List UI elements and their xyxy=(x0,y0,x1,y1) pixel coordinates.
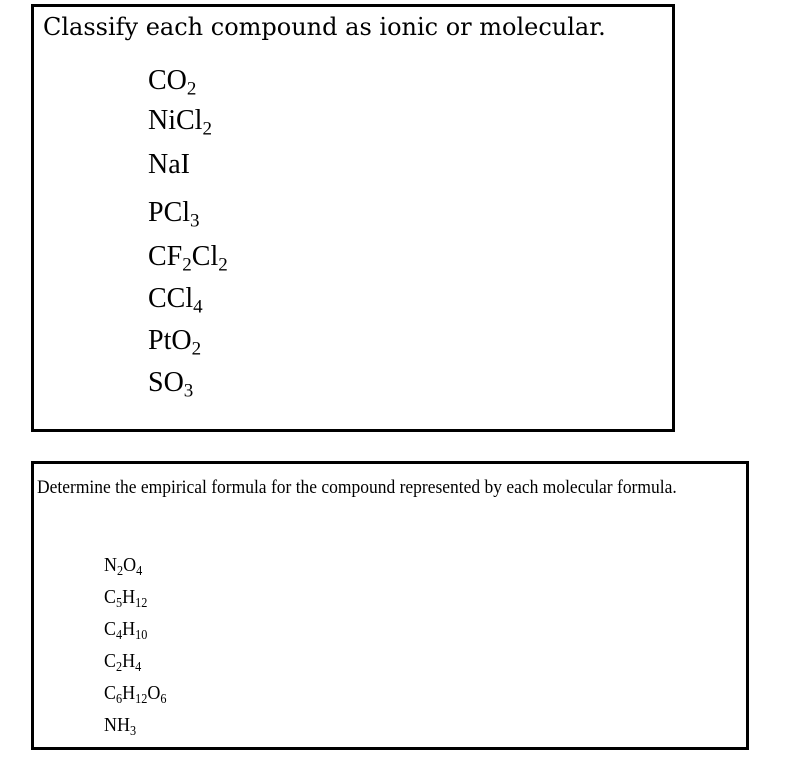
problem-1-prompt: Classify each compound as ionic or molecular. xyxy=(43,13,606,41)
formula-subscript: 3 xyxy=(183,380,194,402)
formula-subscript: 2 xyxy=(182,254,192,276)
formula-element: NH xyxy=(104,714,131,736)
formula-c2h4 xyxy=(104,650,141,673)
formula-subscript: 3 xyxy=(130,723,137,739)
formula-element: H xyxy=(122,650,136,672)
formula-subscript: 10 xyxy=(135,627,148,643)
problem-1-box xyxy=(31,4,675,432)
formula-subscript: 2 xyxy=(191,338,202,360)
formula-element: H xyxy=(122,682,136,704)
formula-element: C xyxy=(104,586,117,608)
formula-c4h10 xyxy=(104,618,147,641)
formula-subscript: 4 xyxy=(136,563,143,579)
formula-element: SO xyxy=(148,367,184,398)
formula-element: C xyxy=(104,618,117,640)
formula-subscript: 4 xyxy=(116,627,123,643)
formula-c5h12 xyxy=(104,586,147,609)
formula-subscript: 12 xyxy=(135,691,148,707)
formula-pcl3 xyxy=(148,197,200,232)
formula-n2o4 xyxy=(104,554,142,577)
formula-c6h12o6 xyxy=(104,682,166,705)
formula-nicl2 xyxy=(148,105,212,140)
formula-so3 xyxy=(148,367,194,402)
problem-2-box xyxy=(31,461,749,750)
formula-element: C xyxy=(104,650,117,672)
formula-co2 xyxy=(148,65,197,100)
formula-subscript: 4 xyxy=(135,659,142,675)
formula-element: Cl xyxy=(191,241,219,272)
formula-subscript: 12 xyxy=(135,595,148,611)
formula-ccl4 xyxy=(148,283,203,318)
problem-2-prompt: Determine the empirical formula for the compound represented by each molecular formula. xyxy=(37,477,677,498)
formula-subscript: 6 xyxy=(116,691,123,707)
formula-nai xyxy=(148,149,190,181)
formula-element: NiCl xyxy=(148,105,203,136)
formula-subscript: 6 xyxy=(160,691,167,707)
formula-element: CO xyxy=(148,65,187,96)
formula-element: CF xyxy=(148,241,183,272)
formula-subscript: 4 xyxy=(193,296,203,318)
formula-nh3 xyxy=(104,714,136,737)
formula-subscript: 2 xyxy=(218,254,228,276)
formula-pto2 xyxy=(148,325,202,360)
formula-subscript: 2 xyxy=(117,563,124,579)
formula-subscript: 2 xyxy=(202,118,212,140)
formula-element: H xyxy=(122,618,136,640)
formula-element: O xyxy=(123,554,137,576)
formula-element: CCl xyxy=(148,283,194,314)
formula-subscript: 2 xyxy=(116,659,123,675)
formula-element: C xyxy=(104,682,117,704)
formula-cf2cl2 xyxy=(148,241,228,276)
formula-element: PtO xyxy=(148,325,192,356)
formula-subscript: 5 xyxy=(116,595,123,611)
formula-element: N xyxy=(104,554,118,576)
formula-element: NaI xyxy=(148,149,190,180)
formula-subscript: 3 xyxy=(190,210,200,232)
formula-subscript: 2 xyxy=(186,78,197,100)
formula-element: H xyxy=(122,586,136,608)
formula-element: O xyxy=(147,682,161,704)
formula-element: PCl xyxy=(148,197,191,228)
